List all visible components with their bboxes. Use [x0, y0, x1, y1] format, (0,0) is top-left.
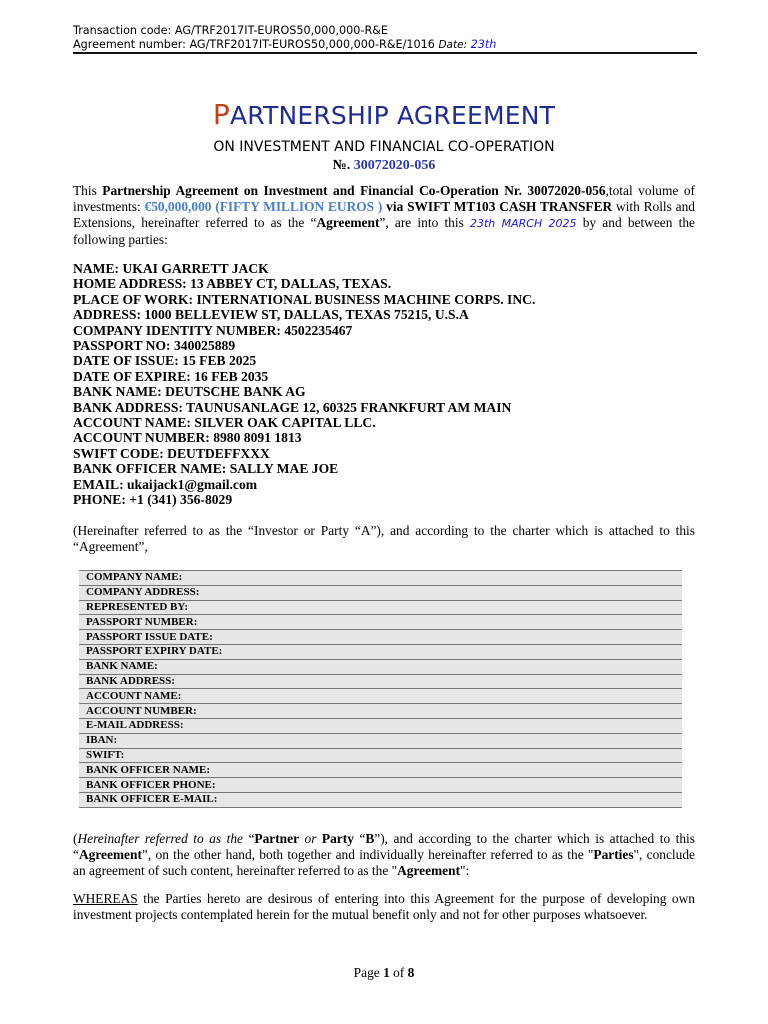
title-first-letter: P: [212, 98, 230, 131]
table-cell: COMPANY NAME:: [79, 571, 682, 586]
document-page: [73, 0, 695, 1024]
intro-text: by and between the following parties:: [73, 215, 695, 247]
partner-word: Partner: [254, 831, 300, 846]
party-a-details: [73, 261, 695, 508]
table-row: [79, 778, 682, 793]
partner-text-italic: or: [299, 831, 322, 846]
agreement-date: 23th MARCH 2025: [469, 217, 577, 230]
party-b-table: [79, 570, 682, 808]
partner-text: ”, on the other hand, both together and individually hereinafter referred to as the ": [141, 847, 594, 862]
table-cell: REPRESENTED BY:: [79, 600, 682, 615]
table-row: [79, 733, 682, 748]
table-cell: E-MAIL ADDRESS:: [79, 718, 682, 733]
table-row: [79, 659, 682, 674]
party-a-line: PASSPORT NO: 340025889: [73, 338, 236, 354]
intro-agreement-word: Agreement: [316, 215, 380, 230]
table-cell: ACCOUNT NUMBER:: [79, 704, 682, 719]
whereas-text: the Parties hereto are desirous of entering into this Agreement for the purpose of developing own investment projects contemplated herein for the mutual benefit only and not for other purposes whatsoever.: [73, 891, 695, 922]
party-a-line: COMPANY IDENTITY NUMBER: 4502235467: [73, 322, 353, 338]
agreement-number-line: [73, 38, 695, 52]
transfer-method: via SWIFT MT103 CASH TRANSFER: [382, 199, 613, 214]
number-symbol: №.: [332, 158, 351, 173]
table-cell: PASSPORT NUMBER:: [79, 615, 682, 630]
table-row: [79, 674, 682, 689]
partner-text: “: [353, 831, 366, 846]
party-a-line: ACCOUNT NAME: SILVER OAK CAPITAL LLC.: [73, 415, 376, 431]
page-label: Page: [353, 965, 384, 980]
table-row: [79, 748, 682, 763]
table-row: [79, 704, 682, 719]
party-letter: B: [365, 831, 375, 846]
document-subtitle: ON INVESTMENT AND FINANCIAL CO-OPERATION: [213, 139, 555, 155]
party-a-line: NAME: UKAI GARRETT JACK: [73, 261, 269, 276]
party-a-line: PHONE: +1 (341) 356-8029: [73, 492, 233, 508]
table-row: [79, 689, 682, 704]
table-cell: SWIFT:: [79, 748, 682, 763]
party-word: Party: [321, 831, 354, 846]
table-row: [79, 644, 682, 659]
page-footer: [73, 965, 695, 981]
table-row: [79, 630, 682, 645]
partner-text: “: [242, 831, 255, 846]
parties-word: Parties: [593, 847, 634, 862]
whereas-paragraph: [73, 891, 695, 923]
date-label: Date:: [438, 39, 468, 51]
table-cell: COMPANY ADDRESS:: [79, 585, 682, 600]
party-a-line: SWIFT CODE: DEUTDEFFXXX: [73, 445, 270, 461]
total-pages: 8: [407, 965, 415, 980]
table-cell: BANK OFFICER NAME:: [79, 763, 682, 778]
investor-paragraph: (Hereinafter referred to as the “Investor or Party “A”), and according to the charter which is attached to this “Agreement”,: [73, 523, 695, 554]
table-cell: ACCOUNT NAME:: [79, 689, 682, 704]
table-row: [79, 792, 682, 807]
table-row: [79, 763, 682, 778]
date-value: 23th: [470, 38, 497, 51]
agreement-word: Agreement: [397, 863, 461, 878]
party-a-line: DATE OF ISSUE: 15 FEB 2025: [73, 353, 257, 369]
intro-text: This: [73, 183, 103, 198]
partner-text: ”), and according to the charter which is attached to this “: [73, 831, 695, 862]
table-cell: BANK NAME:: [79, 659, 682, 674]
intro-text: with Rolls and Extensions, hereinafter referred to as the “: [73, 199, 695, 230]
header-divider: [73, 52, 697, 54]
investment-amount: €50,000,000 (FIFTY MILLION EUROS ): [144, 199, 383, 214]
table-cell: BANK OFFICER E-MAIL:: [79, 792, 682, 807]
document-header: [73, 24, 695, 52]
current-page: 1: [383, 965, 390, 980]
party-a-line: HOME ADDRESS: 13 ABBEY CT, DALLAS, TEXAS.: [73, 276, 392, 292]
party-a-line: DATE OF EXPIRE: 16 FEB 2035: [73, 368, 269, 384]
table-cell: BANK OFFICER PHONE:: [79, 778, 682, 793]
intro-agreement-name: Partnership Agreement on Investment and Financial Co-Operation Nr. 30072020-056: [102, 183, 606, 198]
table-cell: PASSPORT ISSUE DATE:: [79, 630, 682, 645]
agreement-number: Agreement number: AG/TRF2017IT-EUROS50,000,000-R&E/1016: [73, 38, 435, 51]
partner-text: ", conclude an agreement of such content, hereinafter referred to as the ": [73, 847, 695, 878]
intro-paragraph: [73, 183, 695, 248]
whereas-word: WHEREAS: [73, 891, 138, 906]
table-cell: IBAN:: [79, 733, 682, 748]
table-row: [79, 571, 682, 586]
party-a-line: PLACE OF WORK: INTERNATIONAL BUSINESS MACHINE CORPS. INC.: [73, 291, 536, 307]
partner-text: ":: [460, 863, 470, 878]
agreement-number-heading: [73, 158, 695, 174]
party-a-line: BANK ADDRESS: TAUNUSANLAGE 12, 60325 FRANKFURT AM MAIN: [73, 399, 512, 415]
table-cell: PASSPORT EXPIRY DATE:: [79, 644, 682, 659]
intro-text: ”, are into this: [379, 215, 470, 230]
party-a-line: ACCOUNT NUMBER: 8980 8091 1813: [73, 430, 302, 446]
partner-text: (: [73, 831, 78, 846]
partner-paragraph: [73, 831, 695, 879]
table-row: [79, 585, 682, 600]
of-label: of: [389, 965, 408, 980]
transaction-code: Transaction code: AG/TRF2017IT-EUROS50,000,000-R&E: [73, 24, 389, 37]
table-row: [79, 718, 682, 733]
number-value: 30072020-056: [353, 158, 436, 173]
partner-text-italic: Hereinafter referred to as the: [77, 831, 243, 846]
table-row: [79, 600, 682, 615]
document-title: [73, 98, 695, 131]
agreement-word: Agreement: [78, 847, 142, 862]
party-a-line: BANK OFFICER NAME: SALLY MAE JOE: [73, 461, 339, 477]
intro-text: ,total volume of investments:: [73, 183, 695, 214]
title-rest: ARTNERSHIP AGREEMENT: [229, 101, 556, 130]
party-a-line: ADDRESS: 1000 BELLEVIEW ST, DALLAS, TEXAS 75215, U.S.A: [73, 307, 469, 323]
table-cell: BANK ADDRESS:: [79, 674, 682, 689]
party-a-line: EMAIL: ukaijack1@gmail.com: [73, 476, 258, 492]
table-row: [79, 615, 682, 630]
party-a-line: BANK NAME: DEUTSCHE BANK AG: [73, 384, 306, 400]
